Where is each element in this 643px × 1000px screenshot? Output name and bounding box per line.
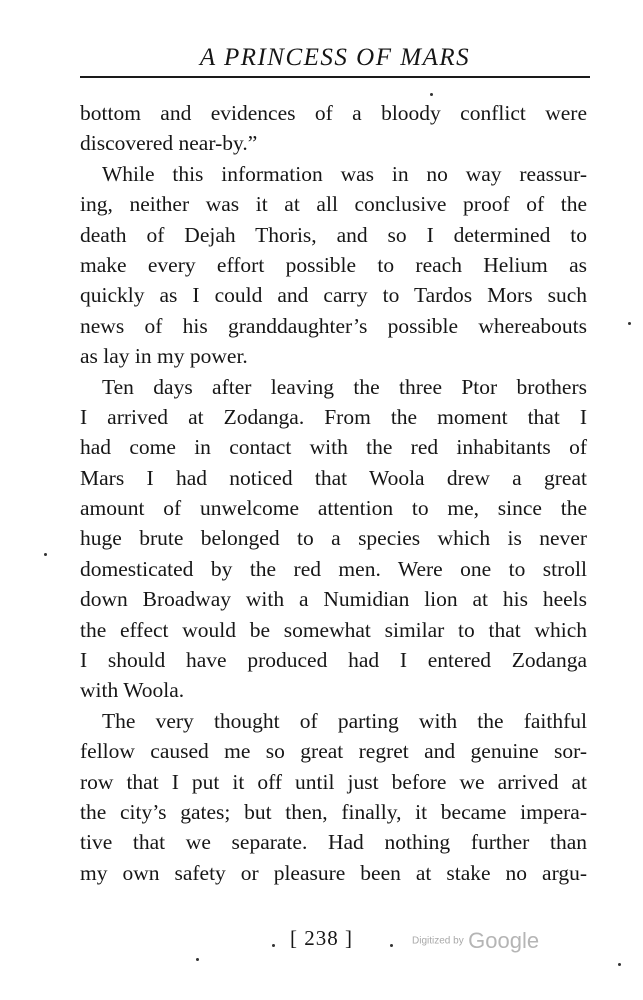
text-line: discovered near-by.” bbox=[80, 131, 258, 156]
text-line: death of Dejah Thoris, and so I determined to bbox=[80, 222, 587, 247]
page-number: [ 238 ] bbox=[290, 926, 353, 950]
text-line: the city’s gates; but then, finally, it became impera- bbox=[80, 799, 587, 824]
text-line: I arrived at Zodanga. From the moment that I bbox=[80, 404, 587, 429]
scan-speck bbox=[618, 963, 621, 966]
scan-speck bbox=[628, 322, 631, 325]
digitized-watermark bbox=[412, 928, 539, 954]
text-line: had come in contact with the red inhabitants of bbox=[80, 435, 587, 460]
google-logo: Google bbox=[468, 928, 540, 953]
text-line: domesticated by the red men. Were one to stroll bbox=[80, 556, 587, 581]
text-line: Ten days after leaving the three Ptor brothers bbox=[102, 374, 587, 399]
page-body bbox=[80, 98, 587, 888]
scan-speck bbox=[272, 944, 275, 947]
scan-speck bbox=[196, 958, 199, 961]
book-title: A PRINCESS OF MARS bbox=[199, 44, 471, 71]
text-line: bottom and evidences of a bloody conflict were bbox=[80, 101, 587, 125]
running-header bbox=[82, 40, 588, 76]
text-line: the effect would be somewhat similar to that which bbox=[80, 617, 587, 642]
watermark-prefix: Digitized by bbox=[412, 935, 464, 947]
text-line: quickly as I could and carry to Tardos Mors such bbox=[80, 283, 587, 308]
text-line: tive that we separate. Had nothing further than bbox=[80, 830, 587, 855]
text-line: with Woola. bbox=[80, 678, 185, 703]
text-line: news of his granddaughter’s possible whereabouts bbox=[80, 313, 587, 338]
text-line: I should have produced had I entered Zodanga bbox=[80, 648, 587, 673]
text-line: row that I put it off until just before we arrived at bbox=[80, 769, 587, 794]
text-line: my own safety or pleasure been at stake no argu- bbox=[80, 860, 587, 885]
header-rule bbox=[80, 76, 590, 78]
text-line: down Broadway with a Numidian lion at his heels bbox=[80, 587, 587, 612]
text-line: as lay in my power. bbox=[80, 344, 248, 369]
text-line: The very thought of parting with the faithful bbox=[102, 708, 587, 733]
scan-speck bbox=[430, 93, 433, 96]
scan-speck bbox=[390, 944, 393, 947]
text-line: ing, neither was it at all conclusive proof of the bbox=[80, 192, 587, 217]
scan-speck bbox=[44, 553, 47, 556]
text-line: fellow caused me so great regret and genuine sor- bbox=[80, 739, 587, 764]
text-line: make every effort possible to reach Helium as bbox=[80, 252, 587, 277]
text-line: amount of unwelcome attention to me, since the bbox=[80, 496, 587, 521]
text-line: While this information was in no way reassur- bbox=[102, 161, 587, 186]
text-line: Mars I had noticed that Woola drew a great bbox=[80, 465, 587, 490]
text-line: huge brute belonged to a species which is never bbox=[80, 526, 587, 551]
